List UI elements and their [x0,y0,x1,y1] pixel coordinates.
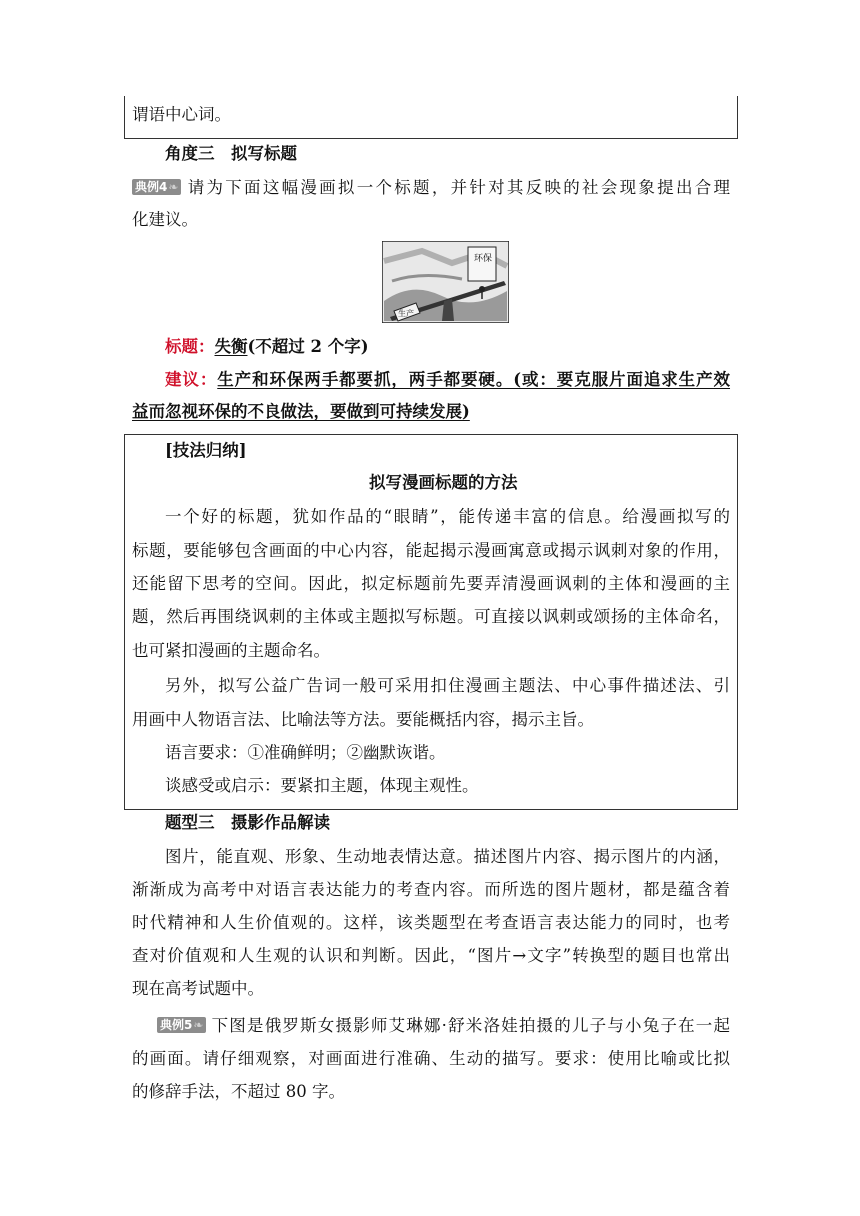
example5-line2: 的画面。请仔细观察，对画面进行准确、生动的描写。要求：使用比喻或比拟 [132,1049,730,1068]
type3-para-line2: 渐渐成为高考中对语言表达能力的考查内容。而所选的图片题材，都是蕴含着 [132,880,730,899]
answer-title-line [165,336,369,358]
title-label: 标题： [165,337,215,356]
seesaw-cartoon-image [382,241,509,323]
method-title: 拟写漫画标题的方法 [369,473,518,492]
type3-para-line4: 查对价值观和人生观的认识和判断。因此，“图片→文字”转换型的题目也常出 [132,946,730,965]
type3-para-line1: 图片，能直观、形象、生动地表情达意。描述图片内容、揭示图片的内涵， [165,847,730,866]
example4-line1: 典例4❧ 请为下面这幅漫画拟一个标题，并针对其反映的社会现象提出合理 [132,177,730,199]
method-p4: 谈感受或启示：要紧扣主题，体现主观性。 [165,776,479,795]
sign-top: 环保 [474,254,493,264]
example4-tag: 典例4❧ [132,179,181,195]
example5-line3: 的修辞手法，不超过 80 字。 [132,1082,345,1101]
type3-heading: 题型三 摄影作品解读 [165,813,330,832]
method-p1-line3: 还能留下思考的空间。因此，拟定标题前先要弄清漫画讽刺的主体和漫画的主 [132,574,730,593]
angle3-heading: 角度三 拟写标题 [165,144,297,163]
method-p2-line1: 另外，拟写公益广告词一般可采用扣住漫画主题法、中心事件描述法、引 [165,676,730,695]
fragment-text: 谓语中心词。 [132,105,231,124]
suggest-label: 建议： [165,370,218,389]
method-label: [技法归纳] [165,441,247,460]
example5-tag: 典例5❧ [157,1017,206,1033]
title-note: (不超过 2 个字) [247,337,369,356]
method-p2-line2: 用画中人物语言法、比喻法等方法。要能概括内容，揭示主旨。 [132,710,594,729]
method-p1-line2: 标题，要能够包含画面的中心内容，能起揭示漫画寓意或揭示讽刺对象的作用， [132,541,730,560]
method-p1-line5: 也可紧扣漫画的主题命名。 [132,641,330,660]
type3-para-line3: 时代精神和人生价值观的。这样，该类题型在考查语言表达能力的同时，也考 [132,913,730,932]
method-p1-line4: 题，然后再围绕讽刺的主体或主题拟写标题。可直接以讽刺或颂扬的主体命名， [132,607,730,626]
title-value: 失衡 [214,337,248,356]
type3-para-line5: 现在高考试题中。 [132,979,264,998]
method-p3: 语言要求：①准确鲜明；②幽默诙谐。 [165,743,446,762]
example4-line2: 化建议。 [132,210,198,229]
answer-suggest-line2: 益而忽视环保的不良做法，要做到可持续发展) [132,402,470,421]
example5-line1: 典例5❧ 下图是俄罗斯女摄影师艾琳娜·舒米洛娃拍摄的儿子与小兔子在一起 [157,1015,730,1037]
answer-suggest-line1: 建议：生产和环保两手都要抓，两手都要硬。(或：要克服片面追求生产效 [165,370,731,389]
method-p1-line1: 一个好的标题，犹如作品的“眼睛”，能传递丰富的信息。给漫画拟写的 [165,507,730,526]
sign-bottom: 生产 [398,309,414,318]
